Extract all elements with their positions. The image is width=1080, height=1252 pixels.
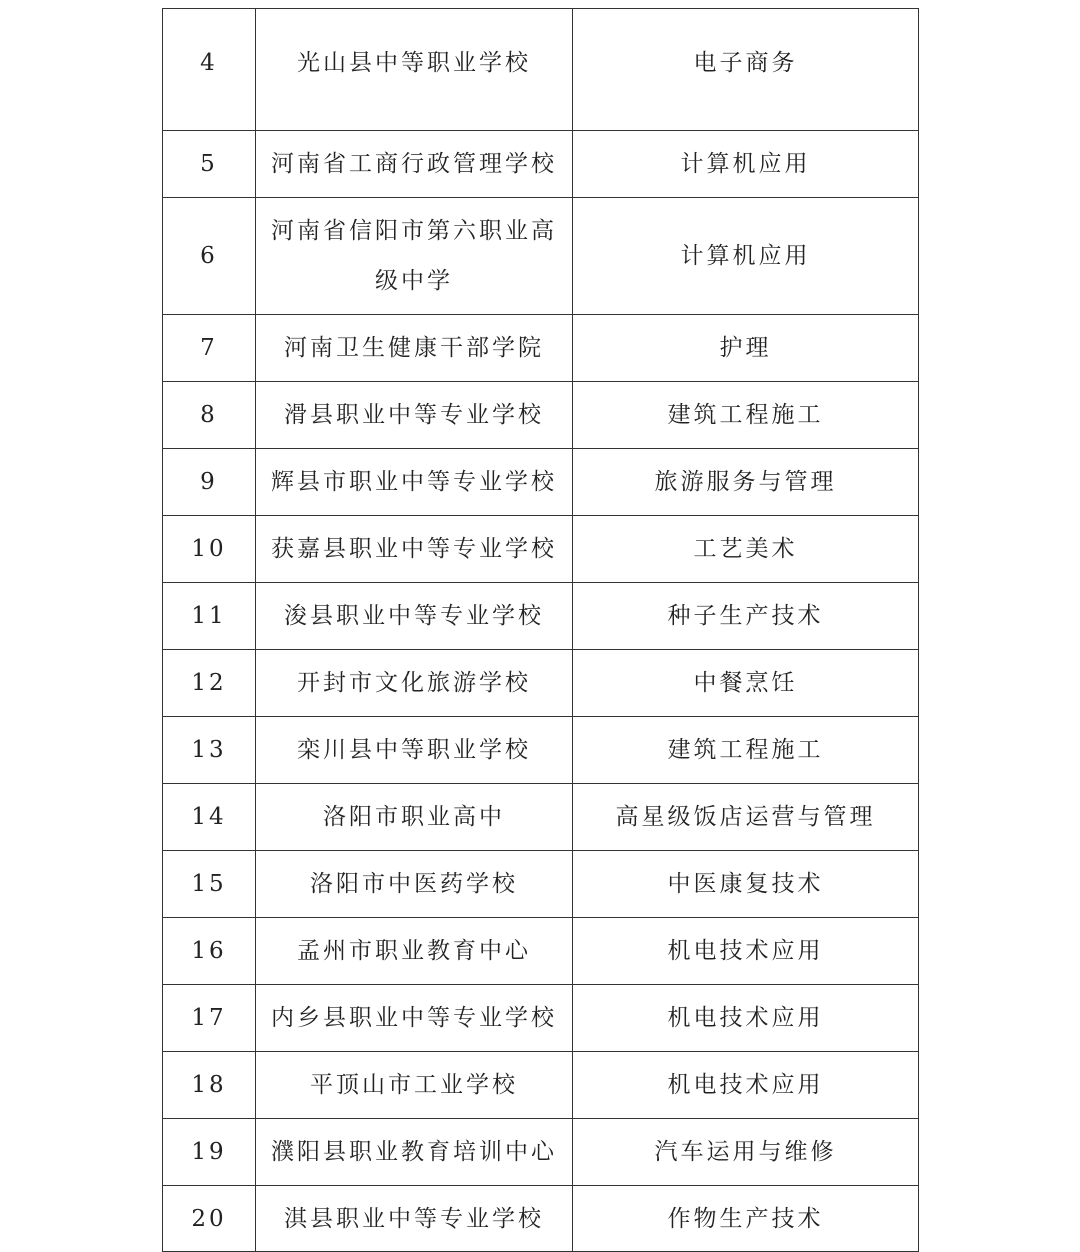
row-index: 16 (191, 938, 227, 964)
row-index: 14 (191, 804, 227, 830)
table-row (163, 131, 919, 198)
major-name: 种子生产技术 (667, 603, 824, 629)
major-name: 建筑工程施工 (667, 737, 824, 763)
major-name-cell (573, 717, 919, 784)
major-name: 电子商务 (693, 49, 798, 76)
school-name-cell (256, 1052, 573, 1119)
major-name: 工艺美术 (693, 536, 798, 562)
school-name: 淇县职业中等专业学校 (284, 1205, 544, 1232)
row-index: 10 (191, 536, 227, 562)
table-row (163, 583, 919, 650)
row-index: 11 (191, 603, 227, 629)
major-name: 护理 (719, 335, 772, 361)
row-index: 18 (191, 1072, 227, 1098)
major-name-cell (573, 315, 919, 382)
major-name: 建筑工程施工 (667, 402, 824, 428)
row-index-cell (163, 198, 256, 315)
table-row (163, 1052, 919, 1119)
table-row (163, 1119, 919, 1186)
school-name: 辉县市职业中等专业学校 (271, 469, 557, 495)
major-name-cell (573, 1186, 919, 1252)
school-name-cell (256, 131, 573, 198)
school-name: 浚县职业中等专业学校 (284, 603, 544, 629)
row-index-cell (163, 851, 256, 918)
school-name-cell (256, 1186, 573, 1252)
school-name: 濮阳县职业教育培训中心 (271, 1139, 557, 1165)
school-name-cell (256, 382, 573, 449)
school-name-cell (256, 516, 573, 583)
school-name: 洛阳市中医药学校 (310, 871, 518, 897)
table-row (163, 784, 919, 851)
major-name: 机电技术应用 (667, 938, 824, 964)
row-index-cell (163, 650, 256, 717)
row-index-cell (163, 9, 256, 131)
school-name: 开封市文化旅游学校 (297, 670, 531, 696)
major-name-cell (573, 449, 919, 516)
major-name-cell (573, 851, 919, 918)
row-index: 13 (191, 737, 227, 763)
row-index: 12 (191, 670, 227, 696)
row-index-cell (163, 918, 256, 985)
school-name-line-2: 级中学 (375, 268, 453, 294)
table-row (163, 516, 919, 583)
major-name-cell (573, 918, 919, 985)
row-index: 6 (200, 243, 218, 269)
school-name: 洛阳市职业高中 (323, 804, 505, 830)
school-major-table (162, 8, 919, 1252)
school-name: 平顶山市工业学校 (310, 1072, 518, 1098)
row-index: 15 (191, 871, 227, 897)
major-name-cell (573, 382, 919, 449)
table-row (163, 198, 919, 315)
row-index-cell (163, 449, 256, 516)
major-name-cell (573, 1052, 919, 1119)
school-name-cell (256, 918, 573, 985)
school-name-cell (256, 198, 573, 315)
school-name-cell (256, 650, 573, 717)
school-name: 栾川县中等职业学校 (297, 737, 531, 763)
row-index-cell (163, 1119, 256, 1186)
table-row (163, 449, 919, 516)
major-name: 汽车运用与维修 (654, 1139, 837, 1165)
school-name: 孟州市职业教育中心 (297, 938, 531, 964)
school-name-cell (256, 583, 573, 650)
row-index: 5 (200, 151, 218, 177)
major-name: 中医康复技术 (667, 871, 824, 897)
row-index-cell (163, 1052, 256, 1119)
school-name: 内乡县职业中等专业学校 (271, 1005, 557, 1031)
row-index: 19 (191, 1139, 227, 1165)
major-name-cell (573, 583, 919, 650)
row-index-cell (163, 717, 256, 784)
row-index: 17 (191, 1005, 227, 1031)
row-index: 9 (200, 469, 218, 495)
row-index-cell (163, 516, 256, 583)
school-name: 获嘉县职业中等专业学校 (271, 536, 557, 562)
table-row (163, 315, 919, 382)
school-name-line-1: 河南省信阳市第六职业高 (271, 218, 557, 244)
table-row (163, 1186, 919, 1252)
row-index-cell (163, 1186, 256, 1252)
row-index-cell (163, 131, 256, 198)
row-index: 7 (200, 335, 218, 361)
table-row (163, 717, 919, 784)
row-index: 4 (200, 49, 218, 76)
school-name: 光山县中等职业学校 (297, 49, 531, 76)
major-name: 旅游服务与管理 (654, 469, 837, 495)
school-name-cell (256, 9, 573, 131)
school-name-cell (256, 315, 573, 382)
major-name: 计算机应用 (680, 151, 811, 177)
school-name: 河南卫生健康干部学院 (284, 335, 544, 361)
major-name: 计算机应用 (680, 243, 811, 269)
major-name-cell (573, 985, 919, 1052)
row-index-cell (163, 784, 256, 851)
school-name: 滑县职业中等专业学校 (284, 402, 544, 428)
major-name-cell (573, 131, 919, 198)
school-name: 河南省工商行政管理学校 (271, 151, 557, 177)
row-index-cell (163, 382, 256, 449)
row-index-cell (163, 583, 256, 650)
table-row (163, 851, 919, 918)
table-row (163, 9, 919, 131)
row-index-cell (163, 985, 256, 1052)
major-name-cell (573, 516, 919, 583)
school-name-cell (256, 851, 573, 918)
school-name-cell (256, 985, 573, 1052)
row-index: 20 (191, 1205, 227, 1232)
table-row (163, 918, 919, 985)
school-name-cell (256, 449, 573, 516)
table-row (163, 382, 919, 449)
row-index: 8 (200, 402, 218, 428)
school-name-cell (256, 1119, 573, 1186)
table-row (163, 985, 919, 1052)
major-name-cell (573, 9, 919, 131)
major-name: 机电技术应用 (667, 1072, 824, 1098)
school-name-cell (256, 717, 573, 784)
major-name-cell (573, 1119, 919, 1186)
major-name: 中餐烹饪 (693, 670, 798, 696)
table-row (163, 650, 919, 717)
major-name-cell (573, 784, 919, 851)
major-name: 机电技术应用 (667, 1005, 824, 1031)
major-name-cell (573, 650, 919, 717)
school-name-cell (256, 784, 573, 851)
major-name: 高星级饭店运营与管理 (615, 804, 876, 830)
major-name: 作物生产技术 (667, 1205, 824, 1232)
row-index-cell (163, 315, 256, 382)
major-name-cell (573, 198, 919, 315)
